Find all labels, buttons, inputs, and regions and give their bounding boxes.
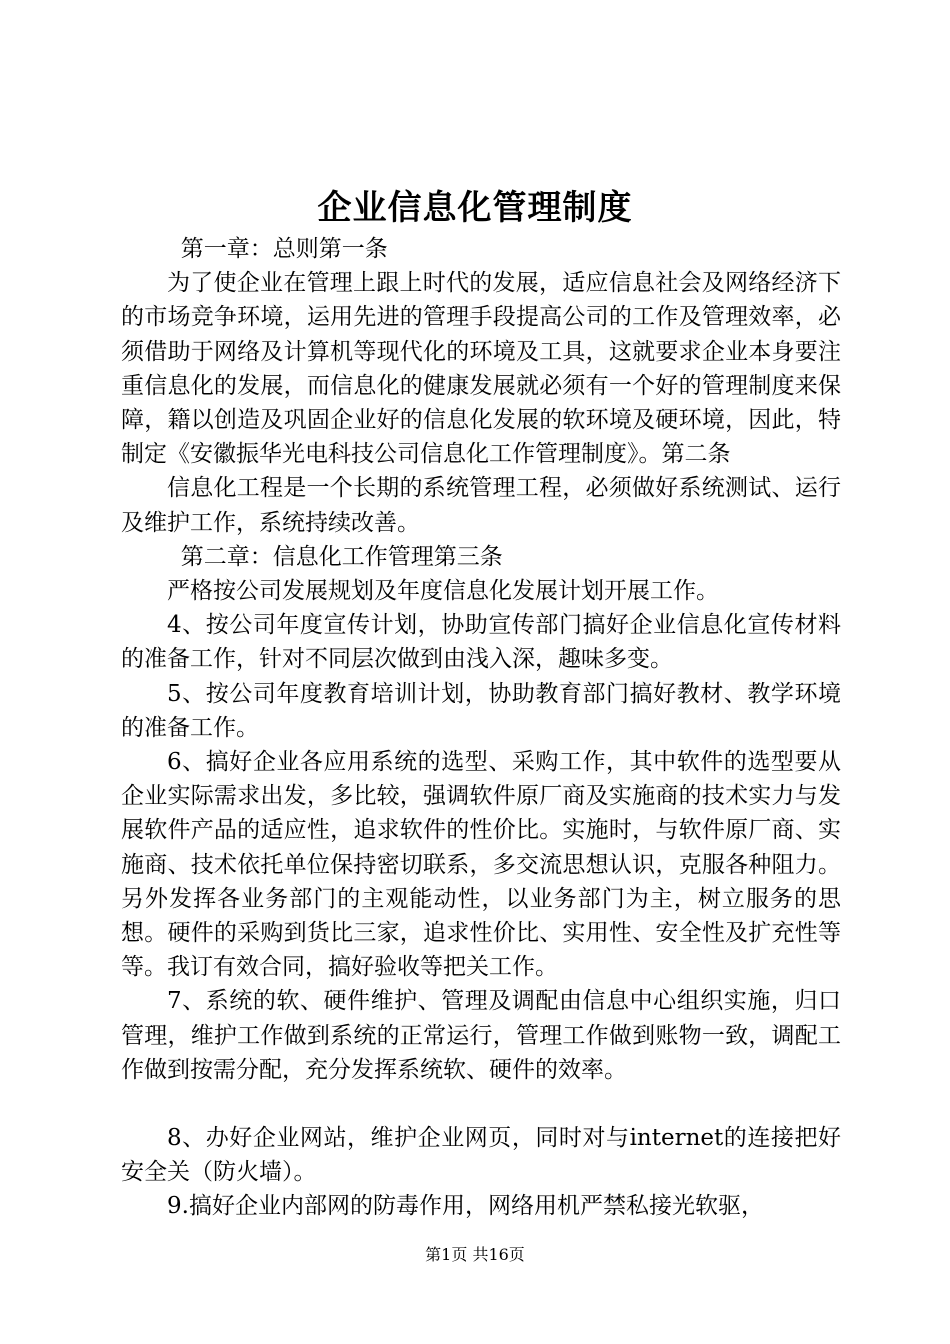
page-footer: 第1页 共16页 [425,1245,525,1264]
chapter-2-heading: 第二章：信息化工作管理第三条 [180,543,503,570]
item-7-paragraph: 7、系统的软、硬件维护、管理及调配由信息中心组织实施，归口管理，维护工作做到系统的正常运行，管理工作做到账物一致，调配工作做到按需分配，充分发挥系统软、硬件的效率。 [121,988,841,1083]
item-4-paragraph: 4、按公司年度宣传计划，协助宣传部门搞好企业信息化宣传材料的准备工作，针对不同层次做到由浅入深，趣味多变。 [121,612,841,673]
blank-line [121,1087,841,1121]
document-title: 企业信息化管理制度 [317,188,633,228]
article-2-paragraph: 信息化工程是一个长期的系统管理工程，必须做好系统测试、运行及维护工作，系统持续改善。 [121,475,841,536]
item-5-paragraph: 5、按公司年度教育培训计划，协助教育部门搞好教材、教学环境的准备工作。 [121,680,841,741]
item-6-paragraph: 6、搞好企业各应用系统的选型、采购工作，其中软件的选型要从企业实际需求出发，多比较，强调软件原厂商及实施商的技术实力与发展软件产品的适应性，追求软件的性价比。实施时，与软件原厂商、实施商、技术依托单位保持密切联系，多交流思想认识，克服各种阻力。另外发挥各业务部门的主观能动性，以业务部门为主，树立服务的思想。硬件的采购到货比三家，追求性价比、实用性、安全性及扩充性等等。我订有效合同，搞好验收等把关工作。 [121,749,841,981]
item-9-paragraph: 9.搞好企业内部网的防毒作用，网络用机严禁私接光软驱， [167,1193,764,1220]
document-body [121,232,841,1224]
item-8-paragraph: 8、办好企业网站，维护企业网页，同时对与internet的连接把好安全关（防火墙）。 [121,1125,841,1186]
article-1-paragraph: 为了使企业在管理上跟上时代的发展，适应信息社会及网络经济下的市场竞争环境，运用先进的管理手段提高公司的工作及管理效率，必须借助于网络及计算机等现代化的环境及工具，这就要求企业本身要注重信息化的发展，而信息化的健康发展就必须有一个好的管理制度来保障，籍以创造及巩固企业好的信息化发展的软环境及硬环境，因此，特制定《安徽振华光电科技公司信息化工作管理制度》。第二条 [121,270,841,468]
chapter-1-heading: 第一章：总则第一条 [180,236,388,262]
article-3-paragraph: 严格按公司发展规划及年度信息化发展计划开展工作。 [167,578,719,605]
